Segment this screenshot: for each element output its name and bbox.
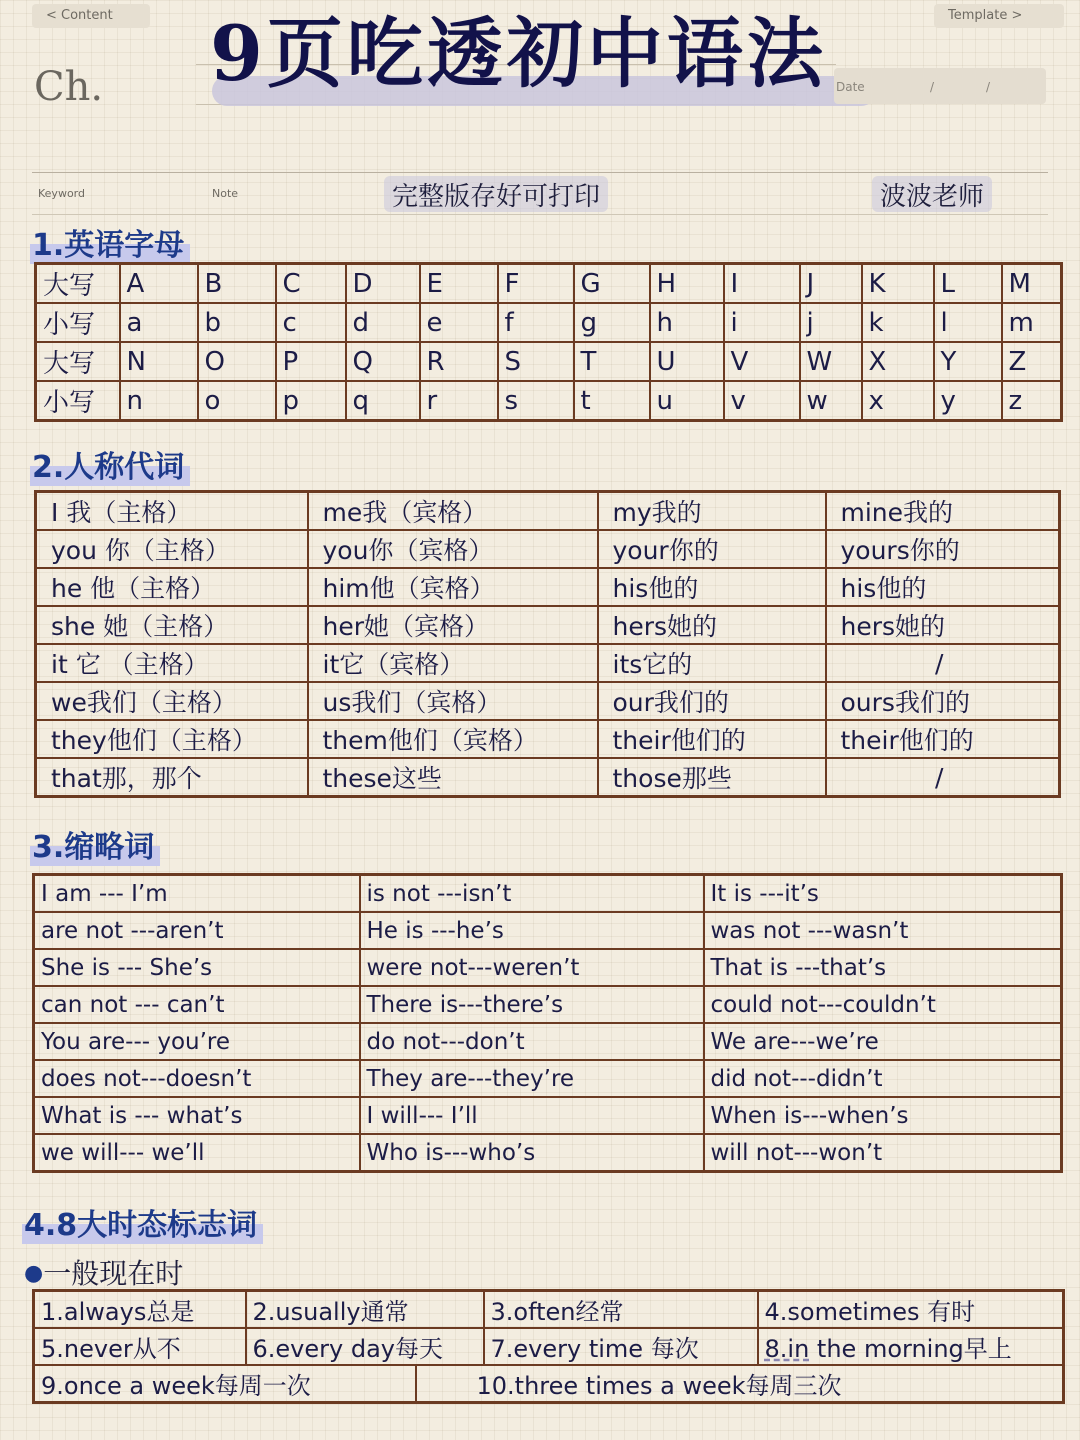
table-cell: his他的	[826, 568, 1060, 606]
table-cell: W	[800, 342, 862, 381]
table-cell: /	[826, 644, 1060, 682]
table-cell: g	[574, 303, 650, 342]
table-cell: y	[934, 381, 1002, 421]
table-cell: m	[1002, 303, 1062, 342]
table-row	[36, 644, 1060, 682]
table-cell: What is --- what’s	[34, 1097, 360, 1134]
table-cell: 小写	[36, 303, 120, 342]
date-field[interactable]	[834, 68, 1046, 104]
table-row	[34, 949, 1062, 986]
table-cell: We are---we’re	[704, 1023, 1062, 1060]
table-cell: is not ---isn’t	[360, 875, 704, 913]
table-cell-text: the morning早上	[809, 1335, 1012, 1363]
table-cell: E	[420, 264, 498, 304]
table-cell: They are---they’re	[360, 1060, 704, 1097]
table-cell: i	[724, 303, 800, 342]
table-cell: your你的	[598, 530, 826, 568]
table-cell: hers她的	[826, 606, 1060, 644]
table-cell: 6.every day每天	[246, 1328, 484, 1365]
table-cell: my我的	[598, 492, 826, 531]
table-row	[36, 264, 1062, 304]
table-cell: I	[724, 264, 800, 304]
table-cell: their他们的	[826, 720, 1060, 758]
table-cell: There is---there’s	[360, 986, 704, 1023]
table-cell: b	[198, 303, 276, 342]
table-cell: L	[934, 264, 1002, 304]
table-cell: mine我的	[826, 492, 1060, 531]
meta-rule-top	[32, 172, 1048, 173]
note-text: 完整版存好可打印	[384, 176, 608, 212]
table-cell: 大写	[36, 342, 120, 381]
table-row	[34, 1023, 1062, 1060]
table-cell: their他们的	[598, 720, 826, 758]
table-cell: 小写	[36, 381, 120, 421]
chapter-label: Ch.	[34, 64, 104, 110]
table-cell: l	[934, 303, 1002, 342]
table-row	[34, 1060, 1062, 1097]
back-to-content-button[interactable]: < Content	[32, 4, 150, 28]
table-cell: can not --- can’t	[34, 986, 360, 1023]
table-cell: c	[276, 303, 346, 342]
contractions-table	[32, 873, 1063, 1173]
table-cell: 1.always总是	[34, 1291, 246, 1329]
table-cell: u	[650, 381, 724, 421]
table-cell: them他们（宾格）	[308, 720, 598, 758]
table-cell: S	[498, 342, 574, 381]
table-cell: h	[650, 303, 724, 342]
table-cell: Z	[1002, 342, 1062, 381]
section-heading-pronouns: 2.人称代词	[30, 442, 190, 486]
table-cell: w	[800, 381, 862, 421]
table-cell: X	[862, 342, 934, 381]
table-cell: x	[862, 381, 934, 421]
table-cell: r	[420, 381, 498, 421]
table-cell: were not---weren’t	[360, 949, 704, 986]
table-row	[34, 1134, 1062, 1172]
table-cell: Q	[346, 342, 420, 381]
table-cell: C	[276, 264, 346, 304]
table-row	[36, 303, 1062, 342]
table-cell: You are--- you’re	[34, 1023, 360, 1060]
table-cell: we will--- we’ll	[34, 1134, 360, 1172]
table-cell: B	[198, 264, 276, 304]
table-row	[34, 1365, 1064, 1403]
table-row	[34, 875, 1062, 913]
table-cell: will not---won’t	[704, 1134, 1062, 1172]
table-cell: It is ---it’s	[704, 875, 1062, 913]
table-cell: 10.three times a week每周三次	[416, 1365, 1064, 1403]
table-cell-text: 8.in	[764, 1335, 810, 1363]
table-cell: n	[120, 381, 198, 421]
subheading-text: 一般现在时	[43, 1257, 184, 1290]
date-label: Date	[836, 80, 865, 94]
table-cell: me我（宾格）	[308, 492, 598, 531]
table-cell: 4.sometimes 有时	[758, 1291, 1064, 1329]
table-cell: s	[498, 381, 574, 421]
table-row	[34, 1291, 1064, 1329]
table-cell: they他们（主格）	[36, 720, 308, 758]
table-cell: could not---couldn’t	[704, 986, 1062, 1023]
table-row	[36, 682, 1060, 720]
table-cell: it 它 （主格）	[36, 644, 308, 682]
table-row	[36, 381, 1062, 421]
table-cell: q	[346, 381, 420, 421]
table-row	[34, 1328, 1064, 1365]
table-cell: hers她的	[598, 606, 826, 644]
meta-rule-bottom	[32, 214, 1048, 215]
page-title: 9页吃透初中语法	[210, 9, 827, 98]
table-cell: v	[724, 381, 800, 421]
table-cell: k	[862, 303, 934, 342]
table-cell: are not ---aren’t	[34, 912, 360, 949]
table-row	[36, 568, 1060, 606]
table-row	[34, 912, 1062, 949]
table-cell: f	[498, 303, 574, 342]
template-button[interactable]: Template >	[934, 4, 1064, 28]
keyword-label: Keyword	[38, 187, 85, 200]
table-cell: I am --- I’m	[34, 875, 360, 913]
table-cell: ours我们的	[826, 682, 1060, 720]
table-cell: /	[826, 758, 1060, 797]
table-cell: does not---doesn’t	[34, 1060, 360, 1097]
tense-markers-table	[32, 1289, 1065, 1404]
table-cell: She is --- She’s	[34, 949, 360, 986]
table-cell: I 我（主格）	[36, 492, 308, 531]
section-heading-alphabet: 1.英语字母	[30, 220, 190, 264]
table-cell: 2.usually通常	[246, 1291, 484, 1329]
table-cell: J	[800, 264, 862, 304]
table-row	[34, 986, 1062, 1023]
table-cell: did not---didn’t	[704, 1060, 1062, 1097]
table-cell: us我们（宾格）	[308, 682, 598, 720]
table-cell: these这些	[308, 758, 598, 797]
table-cell: Y	[934, 342, 1002, 381]
table-cell: those那些	[598, 758, 826, 797]
note-label: Note	[212, 187, 239, 200]
table-row	[36, 342, 1062, 381]
alphabet-table	[34, 262, 1063, 422]
table-cell: it它（宾格）	[308, 644, 598, 682]
table-cell: V	[724, 342, 800, 381]
table-cell: him他（宾格）	[308, 568, 598, 606]
table-cell: t	[574, 381, 650, 421]
table-cell: do not---don’t	[360, 1023, 704, 1060]
table-cell: its它的	[598, 644, 826, 682]
bullet-icon: ●	[24, 1261, 44, 1286]
date-separator: /	[930, 80, 935, 94]
table-cell: was not ---wasn’t	[704, 912, 1062, 949]
table-cell: When is---when’s	[704, 1097, 1062, 1134]
table-cell: she 她（主格）	[36, 606, 308, 644]
table-cell: he 他（主格）	[36, 568, 308, 606]
table-cell: I will--- I’ll	[360, 1097, 704, 1134]
author-name: 波波老师	[872, 176, 992, 212]
table-cell: 5.never从不	[34, 1328, 246, 1365]
table-cell: p	[276, 381, 346, 421]
table-cell: 9.once a week每周一次	[34, 1365, 416, 1403]
table-cell: 7.every time 每次	[484, 1328, 758, 1365]
table-cell: U	[650, 342, 724, 381]
table-row	[36, 606, 1060, 644]
table-cell: you 你（主格）	[36, 530, 308, 568]
table-cell: 3.often经常	[484, 1291, 758, 1329]
table-row	[36, 492, 1060, 531]
table-cell: M	[1002, 264, 1062, 304]
table-cell: our我们的	[598, 682, 826, 720]
table-cell: e	[420, 303, 498, 342]
table-cell: A	[120, 264, 198, 304]
pronouns-table	[34, 490, 1061, 798]
table-cell: we我们（主格）	[36, 682, 308, 720]
table-cell: He is ---he’s	[360, 912, 704, 949]
table-cell: T	[574, 342, 650, 381]
table-cell: j	[800, 303, 862, 342]
table-cell: yours你的	[826, 530, 1060, 568]
table-cell: her她（宾格）	[308, 606, 598, 644]
table-cell: d	[346, 303, 420, 342]
table-cell: That is ---that’s	[704, 949, 1062, 986]
table-cell: R	[420, 342, 498, 381]
table-cell: that那，那个	[36, 758, 308, 797]
subheading-simple-present	[24, 1252, 183, 1292]
table-cell: P	[276, 342, 346, 381]
table-cell: his他的	[598, 568, 826, 606]
table-cell	[758, 1328, 1064, 1365]
table-cell: K	[862, 264, 934, 304]
section-heading-tense-markers: 4.8大时态标志词	[22, 1200, 263, 1244]
table-cell: N	[120, 342, 198, 381]
table-cell: a	[120, 303, 198, 342]
table-cell: G	[574, 264, 650, 304]
table-cell: Who is---who’s	[360, 1134, 704, 1172]
table-row	[34, 1097, 1062, 1134]
table-cell: o	[198, 381, 276, 421]
date-separator: /	[986, 80, 991, 94]
table-row	[36, 720, 1060, 758]
table-cell: H	[650, 264, 724, 304]
section-heading-contractions: 3.缩略词	[30, 822, 160, 866]
table-row	[36, 530, 1060, 568]
table-cell: you你（宾格）	[308, 530, 598, 568]
table-cell: D	[346, 264, 420, 304]
table-cell: 大写	[36, 264, 120, 304]
table-cell: F	[498, 264, 574, 304]
table-cell: z	[1002, 381, 1062, 421]
table-row	[36, 758, 1060, 797]
table-cell: O	[198, 342, 276, 381]
